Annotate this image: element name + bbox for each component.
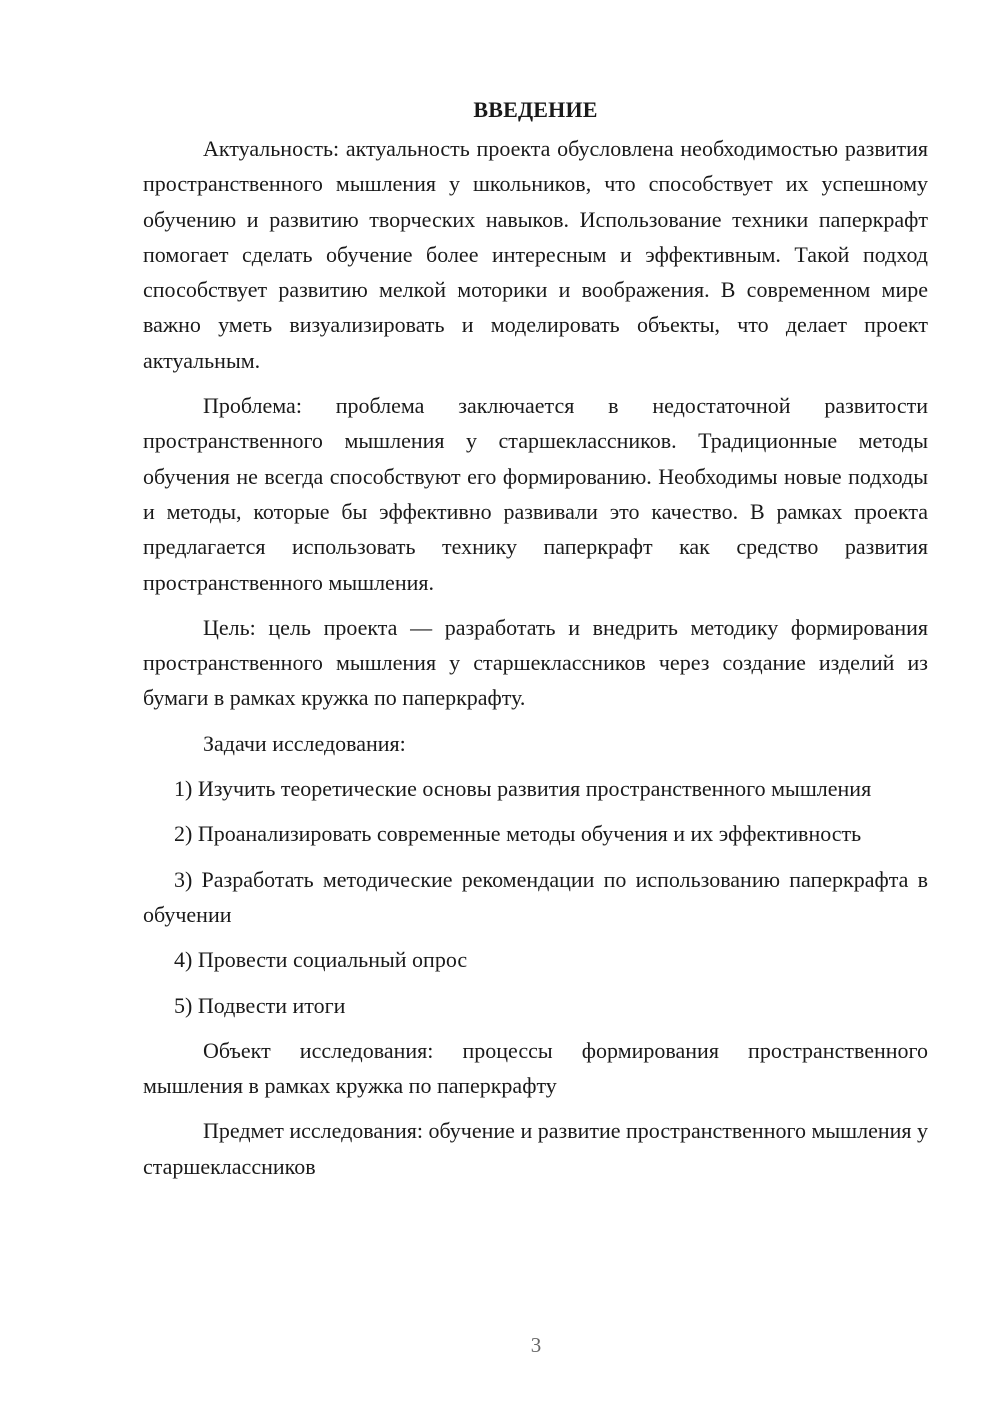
task-item: 1) Изучить теоретические основы развития пространственного мышления xyxy=(174,776,872,802)
document-title: ВВЕДЕНИЕ xyxy=(473,97,598,122)
page-number: 3 xyxy=(530,1333,542,1357)
task-item: 5) Подвести итоги xyxy=(174,992,346,1018)
paragraph-object: Объект исследования: процессы формирования пространственного мышления в рамках кружка по паперкрафту xyxy=(143,1037,928,1099)
paragraph-problem: Проблема: проблема заключается в недостаточной развитости пространственного мышления у старшеклассников. Традиционные методы обучения не всегда способствуют его формированию. Необходимы новые подходы и методы, которые бы эффективно развивали это качество. В рамках проекта предлагается использовать технику паперкрафт как средство развития пространственного мышления. xyxy=(143,393,928,595)
document-page xyxy=(143,92,928,1194)
paragraph-subject: Предмет исследования: обучение и развитие пространственного мышления у старшеклассников xyxy=(143,1118,928,1179)
paragraph-tasks-heading: Задачи исследования: xyxy=(203,730,406,756)
task-item: 3) Разработать методические рекомендации по использованию паперкрафта в обучении xyxy=(143,866,928,927)
paragraph-relevance: Актуальность: актуальность проекта обусловлена необходимостью развития пространственного мышления у школьников, что способствует их успешному обучению и развитию творческих навыков. Использование техники паперкрафт помогает сделать обучение более интересным и эффективным. Такой подход способствует развитию мелкой моторики и воображения. В современном мире важно уметь визуализировать и моделировать объекты, что делает проект актуальным. xyxy=(143,136,928,373)
task-item: 4) Провести социальный опрос xyxy=(174,947,468,973)
task-item: 2) Проанализировать современные методы обучения и их эффективность xyxy=(174,821,862,847)
paragraph-goal: Цель: цель проекта — разработать и внедрить методику формирования пространственного мышления у старшеклассников через создание изделий из бумаги в рамках кружка по паперкрафту. xyxy=(143,614,928,711)
